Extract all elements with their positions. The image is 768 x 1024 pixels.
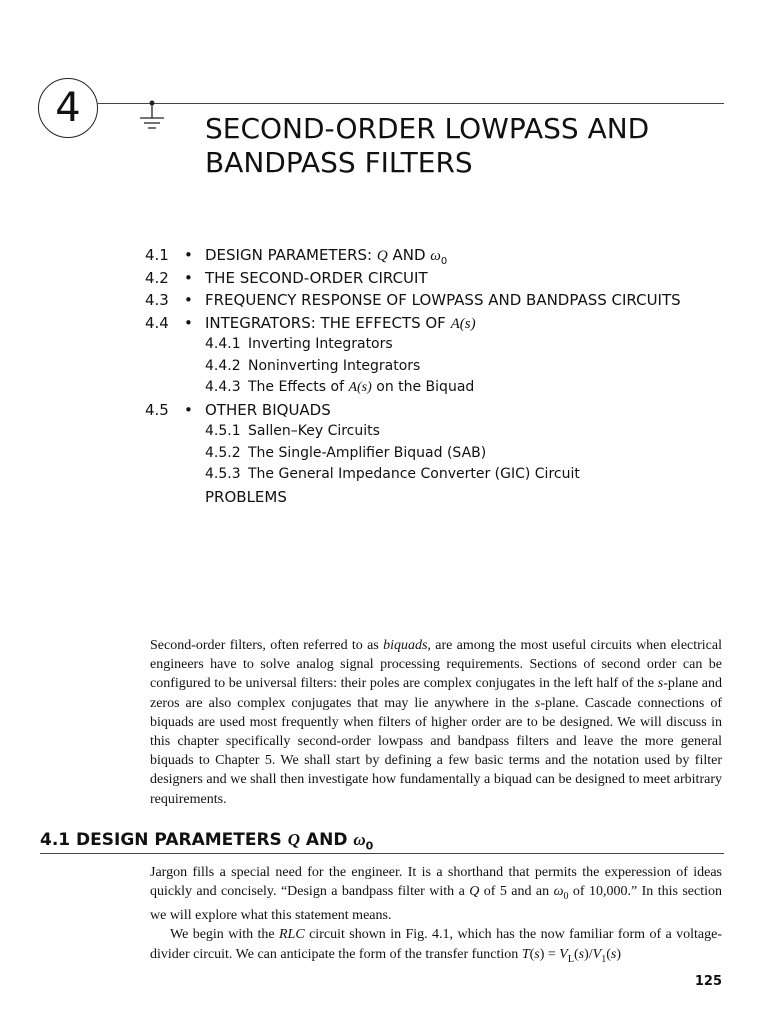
toc-title: The Single-Amplifier Biquad (SAB) [248, 444, 487, 461]
toc-title: INTEGRATORS: THE EFFECTS OF A(s) [205, 313, 476, 332]
intro-paragraph: Second-order filters, often referred to as biquads, are among the most useful circuits when electrical engineers have to solve analog signal processing requirements. Sections of second order can be configured to be universal filters: their poles are complex conjugates in the left half of the s-plane and zeros are also complex conjugates that may lie anywhere in the s-plane. Cascade connections of biquads are used most frequently when filters of higher order are to be designed. We will discuss in this chapter specifically second-order lowpass and bandpass filters and leave the more general biquads to Chapter 5. We shall start by defining a few basic terms and the notation used by filter designers and we shall then investigate how fundamentally a biquad can be designed to meet arbitrary requirements. [150, 638, 722, 807]
toc-title: THE SECOND-ORDER CIRCUIT [205, 268, 428, 287]
section-body [150, 863, 722, 969]
header-rule [98, 103, 724, 104]
table-of-contents [145, 244, 745, 508]
toc-title: The Effects of A(s) on the Biquad [248, 379, 475, 395]
ground-symbol-icon [130, 96, 174, 136]
toc-number: 4.4.1 [205, 336, 241, 352]
toc-bullet: • [184, 291, 193, 309]
toc-number: 4.1 [145, 246, 169, 264]
toc-number: 4.5.2 [205, 444, 241, 461]
toc-number: 4.4.3 [205, 379, 241, 395]
chapter-title-line-1: SECOND-ORDER LOWPASS AND [205, 112, 650, 145]
toc-title: The General Impedance Converter (GIC) Circuit [248, 466, 580, 482]
toc-bullet: • [184, 268, 193, 287]
toc-entry-problems[interactable]: PROBLEMS [205, 487, 287, 506]
chapter-number: 4 [55, 85, 81, 131]
toc-title: OTHER BIQUADS [205, 400, 331, 419]
toc-entry-4-5-3[interactable] [145, 464, 745, 486]
toc-title: Inverting Integrators [248, 336, 393, 352]
body-paragraph-1: Jargon fills a special need for the engineer. It is a shorthand that permits the experession of ideas quickly and concisely. “Design a bandpass filter with a Q of 5 and an $\omega_0$ of 10,000.” In this section we will explore what this statement means. [150, 865, 722, 924]
toc-entry-4-5[interactable] [145, 399, 745, 422]
toc-number: 4.5.1 [205, 423, 241, 439]
chapter-title-line-2: BANDPASS FILTERS [205, 146, 473, 179]
toc-bullet: • [184, 246, 193, 264]
section-heading-4-1: 4.1 DESIGN PARAMETERS Q AND $\omega_0$ [40, 830, 374, 853]
chapter-title [205, 112, 745, 180]
toc-entry-4-1[interactable] [145, 244, 745, 267]
toc-number: 4.3 [145, 291, 169, 309]
toc-entry-4-3[interactable] [145, 289, 745, 312]
chapter-number-badge [38, 78, 98, 138]
toc-entry-4-4[interactable] [145, 312, 745, 335]
toc-number: 4.4.2 [205, 357, 241, 374]
toc-title: Noninverting Integrators [248, 357, 421, 374]
toc-number: 4.4 [145, 313, 169, 332]
toc-entry-4-4-1[interactable] [145, 334, 745, 356]
body-paragraph-2: We begin with the RLC circuit shown in Fig. 4.1, which has the now familiar form of a voltage-divider circuit. We can anticipate the form of the transfer function $T(s) = V_L(s)/V_1(s)$ [150, 927, 722, 965]
emphasis-biquads: biquads [383, 638, 428, 653]
toc-bullet: • [184, 400, 193, 419]
toc-entry-4-5-1[interactable] [145, 421, 745, 443]
toc-title: FREQUENCY RESPONSE OF LOWPASS AND BANDPASS CIRCUITS [205, 291, 681, 309]
toc-entry-4-5-2[interactable] [145, 443, 745, 465]
toc-bullet: • [184, 313, 193, 332]
toc-entry-4-4-2[interactable] [145, 356, 745, 378]
toc-number: 4.5.3 [205, 466, 241, 482]
toc-entry-4-2[interactable] [145, 267, 745, 290]
toc-number: 4.2 [145, 268, 169, 287]
page-number: 125 [694, 974, 722, 989]
toc-title: DESIGN PARAMETERS: Q AND $\omega_0$ [205, 246, 448, 267]
toc-entry-4-4-3[interactable] [145, 377, 745, 399]
section-rule [40, 853, 724, 854]
toc-number: 4.5 [145, 400, 169, 419]
toc-title: Sallen–Key Circuits [248, 423, 380, 439]
